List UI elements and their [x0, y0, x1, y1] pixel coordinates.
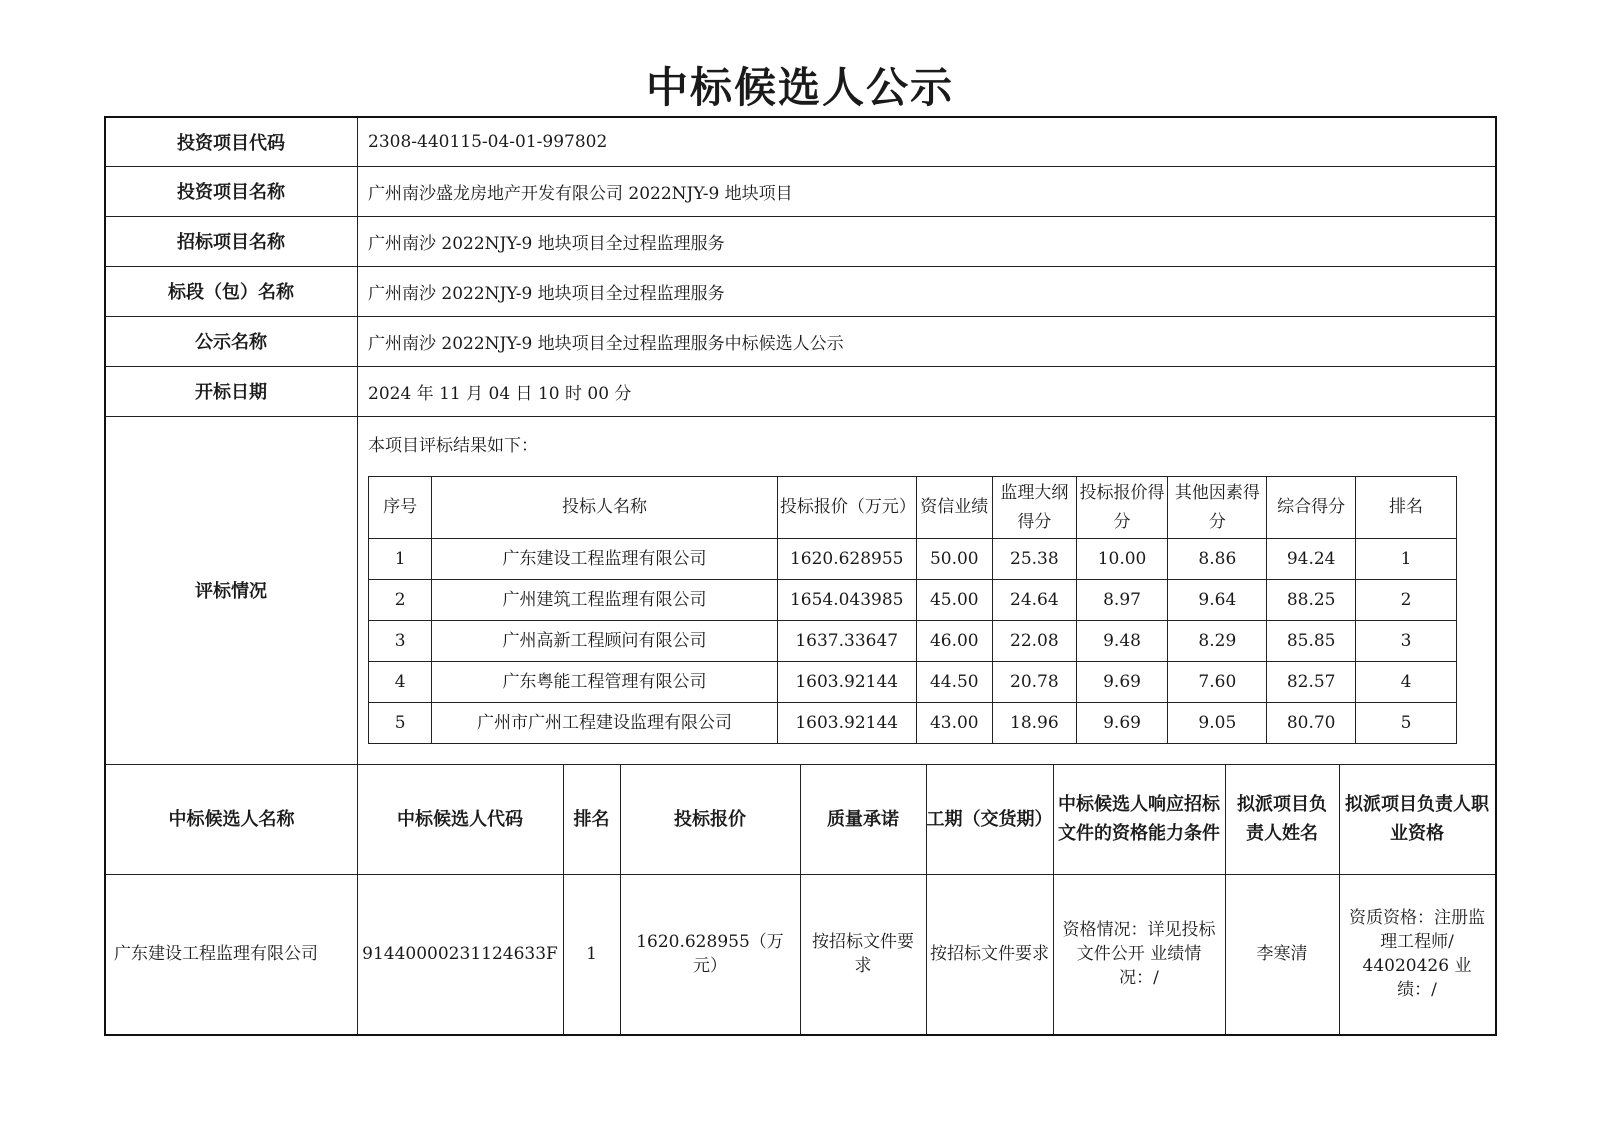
info-value-project-name: 广州南沙盛龙房地产开发有限公司 2022NJY-9 地块项目 — [368, 183, 793, 204]
cell-total-score: 85.85 — [1267, 621, 1356, 662]
cell-rank: 1 — [1356, 539, 1457, 580]
candidate-rank: 1 — [586, 944, 597, 964]
header-other-score: 其他因素得分 — [1168, 477, 1267, 539]
cell-price-score: 9.48 — [1076, 621, 1168, 662]
header-total-score: 综合得分 — [1267, 477, 1356, 539]
cell-outline-score: 24.64 — [993, 580, 1077, 621]
info-label-project-name: 投资项目名称 — [177, 182, 285, 203]
cell-other-score: 8.86 — [1168, 539, 1267, 580]
info-value-notice-name: 广州南沙 2022NJY-9 地块项目全过程监理服务中标候选人公示 — [368, 333, 844, 354]
info-value-section-name: 广州南沙 2022NJY-9 地块项目全过程监理服务 — [368, 283, 725, 304]
cell-rank: 5 — [1356, 703, 1457, 744]
evaluation-intro: 本项目评标结果如下： — [368, 435, 538, 456]
cell-seq: 1 — [369, 539, 432, 580]
cell-other-score: 9.05 — [1168, 703, 1267, 744]
cell-other-score: 7.60 — [1168, 662, 1267, 703]
cell-credit: 46.00 — [916, 621, 992, 662]
candidate-bid-price: 1620.628955（万元） — [636, 932, 784, 976]
cell-bidder-name: 广州建筑工程监理有限公司 — [432, 580, 778, 621]
candidate-quality: 按招标文件要求 — [812, 932, 914, 976]
info-value-tender-name: 广州南沙 2022NJY-9 地块项目全过程监理服务 — [368, 233, 725, 254]
candidate-name: 广东建设工程监理有限公司 — [114, 944, 318, 964]
header-rank: 排名 — [1356, 477, 1457, 539]
candidate-header-bid-price: 投标报价 — [674, 808, 746, 830]
cell-price-score: 9.69 — [1076, 703, 1168, 744]
header-price-score: 投标报价得分 — [1076, 477, 1168, 539]
cell-credit: 50.00 — [916, 539, 992, 580]
candidate-code: 91440000231124633F — [362, 944, 558, 964]
candidate-manager-name: 李寒清 — [1256, 944, 1308, 964]
candidate-duration: 按招标文件要求 — [930, 944, 1049, 964]
info-label-opening-date: 开标日期 — [195, 382, 267, 403]
cell-seq: 4 — [369, 662, 432, 703]
cell-bidder-name: 广东建设工程监理有限公司 — [432, 539, 778, 580]
cell-price-score: 8.97 — [1076, 580, 1168, 621]
cell-seq: 5 — [369, 703, 432, 744]
cell-outline-score: 25.38 — [993, 539, 1077, 580]
cell-credit: 43.00 — [916, 703, 992, 744]
candidate-header-manager-name: 拟派项目负责人姓名 — [1237, 794, 1327, 844]
candidate-header-name: 中标候选人名称 — [168, 808, 295, 830]
cell-bidder-name: 广州市广州工程建设监理有限公司 — [432, 703, 778, 744]
cell-total-score: 80.70 — [1267, 703, 1356, 744]
table-row — [369, 703, 1457, 744]
cell-bidder-name: 广州高新工程顾问有限公司 — [432, 621, 778, 662]
cell-price-score: 10.00 — [1076, 539, 1168, 580]
cell-bid-price: 1603.92144 — [777, 662, 916, 703]
table-row — [369, 580, 1457, 621]
cell-bid-price: 1620.628955 — [777, 539, 916, 580]
info-value-opening-date: 2024 年 11 月 04 日 10 时 00 分 — [368, 383, 632, 404]
header-outline-score: 监理大纲得分 — [993, 477, 1077, 539]
cell-bid-price: 1654.043985 — [777, 580, 916, 621]
cell-outline-score: 22.08 — [993, 621, 1077, 662]
info-label-tender-name: 招标项目名称 — [177, 232, 285, 253]
cell-bid-price: 1637.33647 — [777, 621, 916, 662]
evaluation-label: 评标情况 — [195, 581, 267, 602]
cell-outline-score: 20.78 — [993, 662, 1077, 703]
cell-rank: 3 — [1356, 621, 1457, 662]
cell-seq: 3 — [369, 621, 432, 662]
evaluation-results-table — [368, 476, 1457, 744]
info-label-project-code: 投资项目代码 — [177, 133, 285, 154]
cell-price-score: 9.69 — [1076, 662, 1168, 703]
cell-rank: 4 — [1356, 662, 1457, 703]
cell-total-score: 82.57 — [1267, 662, 1356, 703]
header-bidder-name: 投标人名称 — [432, 477, 778, 539]
table-row — [369, 539, 1457, 580]
candidate-manager-qualification: 资质资格：注册监理工程师/ 44020426 业绩：/ — [1349, 908, 1485, 1000]
table-row — [369, 662, 1457, 703]
cell-bid-price: 1603.92144 — [777, 703, 916, 744]
cell-rank: 2 — [1356, 580, 1457, 621]
header-bid-price: 投标报价（万元） — [777, 477, 916, 539]
cell-seq: 2 — [369, 580, 432, 621]
cell-bidder-name: 广东粤能工程管理有限公司 — [432, 662, 778, 703]
candidate-header-rank: 排名 — [573, 808, 610, 830]
candidate-header-quality: 质量承诺 — [827, 808, 899, 830]
candidate-header-duration: 工期（交货期） — [926, 808, 1053, 830]
info-value-project-code: 2308-440115-04-01-997802 — [368, 132, 608, 152]
table-row — [369, 621, 1457, 662]
evaluation-header-row — [369, 477, 1457, 539]
announcement-table — [104, 116, 1497, 1036]
cell-other-score: 8.29 — [1168, 621, 1267, 662]
candidate-qualification: 资格情况：详见投标文件公开 业绩情况：/ — [1062, 920, 1216, 988]
page-title: 中标候选人公示 — [645, 63, 954, 112]
cell-total-score: 94.24 — [1267, 539, 1356, 580]
candidate-header-manager-qualification: 拟派项目负责人职业资格 — [1345, 794, 1489, 844]
candidate-header-qualification: 中标候选人响应招标文件的资格能力条件 — [1058, 794, 1220, 844]
header-credit: 资信业绩 — [916, 477, 992, 539]
cell-credit: 45.00 — [916, 580, 992, 621]
cell-credit: 44.50 — [916, 662, 992, 703]
candidate-header-code: 中标候选人代码 — [397, 808, 523, 830]
cell-other-score: 9.64 — [1168, 580, 1267, 621]
info-label-notice-name: 公示名称 — [195, 332, 267, 353]
cell-outline-score: 18.96 — [993, 703, 1077, 744]
header-seq: 序号 — [369, 477, 432, 539]
info-label-section-name: 标段（包）名称 — [168, 282, 294, 303]
cell-total-score: 88.25 — [1267, 580, 1356, 621]
